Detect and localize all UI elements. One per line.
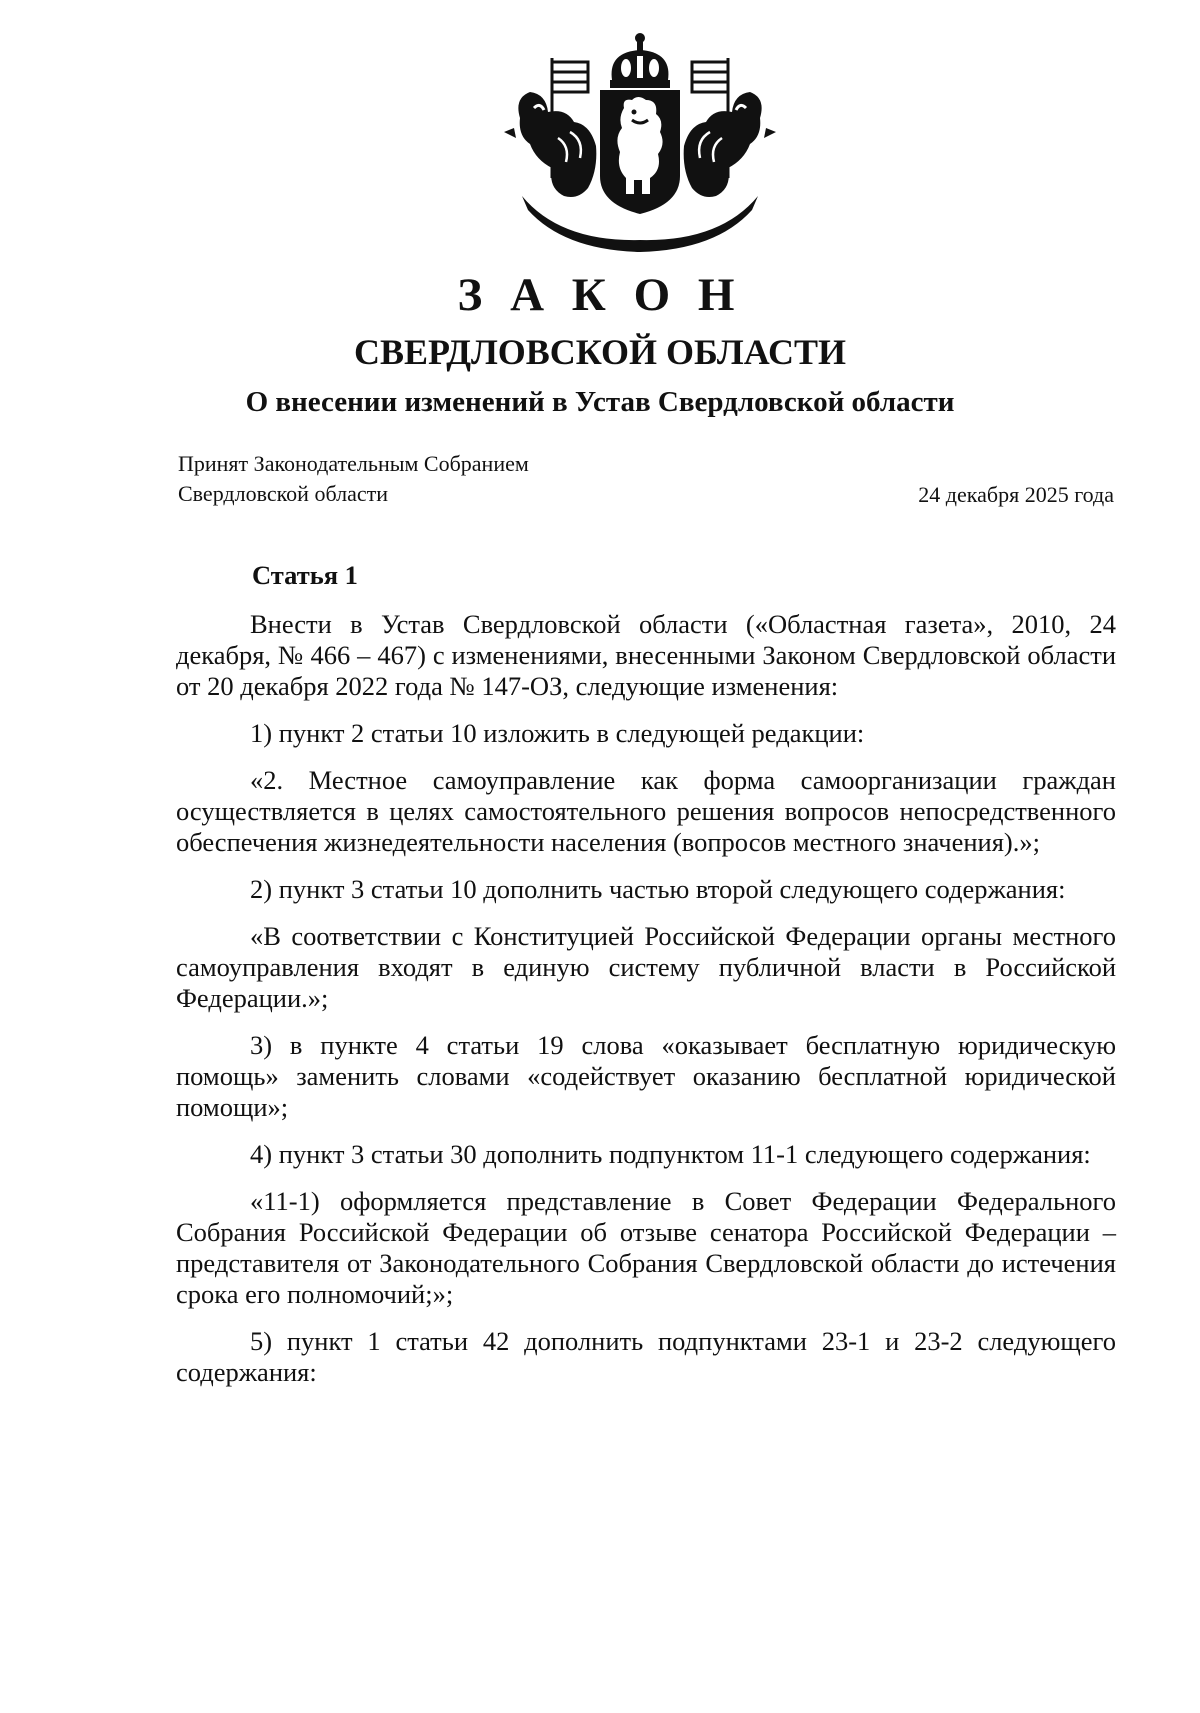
document-region: СВЕРДЛОВСКОЙ ОБЛАСТИ <box>354 332 846 372</box>
document-subject: О внесении изменений в Устав Свердловской области <box>245 386 955 418</box>
paragraph: 4) пункт 3 статьи 30 дополнить подпунктом 11-1 следующего содержания: <box>250 1139 1091 1169</box>
paragraph: «2. Местное самоуправление как форма самоорганизации граждан осуществляется в целях самостоятельного решения вопросов непосредственного обеспечения жизнедеятельности населения (вопросов местного значения).»; <box>176 765 1116 857</box>
adoption-date: 24 декабря 2025 года <box>918 482 1114 507</box>
paragraph: 5) пункт 1 статьи 42 дополнить подпунктами 23-1 и 23-2 следующего содержания: <box>176 1326 1116 1387</box>
paragraph: Внести в Устав Свердловской области («Областная газета», 2010, 24 декабря, № 466 – 467) с изменениями, внесенными Законом Свердловской области от 20 декабря 2022 года № 147-ОЗ, следующие изменения: <box>176 609 1116 701</box>
coat-of-arms-icon <box>500 28 780 253</box>
article-body <box>176 560 1116 1404</box>
adoption-line-2: Свердловской области <box>178 481 388 506</box>
document-title: З А К О Н <box>457 269 743 321</box>
paragraph: «11-1) оформляется представление в Совет Федерации Федерального Собрания Российской Федерации об отзыве сенатора Российской Федерации – представителя от Законодательного Собрания Свердловской области до истечения срока его полномочий;»; <box>176 1186 1116 1309</box>
paragraph: 2) пункт 3 статьи 10 дополнить частью второй следующего содержания: <box>250 874 1066 904</box>
paragraph: «В соответствии с Конституцией Российской Федерации органы местного самоуправления входят в единую систему публичной власти в Российской Федерации.»; <box>176 921 1116 1013</box>
article-heading: Статья 1 <box>252 560 358 590</box>
adoption-line-1: Принят Законодательным Собранием <box>178 451 529 476</box>
paragraph: 1) пункт 2 статьи 10 изложить в следующей редакции: <box>250 718 865 748</box>
paragraph: 3) в пункте 4 статьи 19 слова «оказывает бесплатную юридическую помощь» заменить словами «содействует оказанию бесплатной юридической помощи»; <box>176 1030 1116 1122</box>
adoption-note <box>178 449 529 509</box>
